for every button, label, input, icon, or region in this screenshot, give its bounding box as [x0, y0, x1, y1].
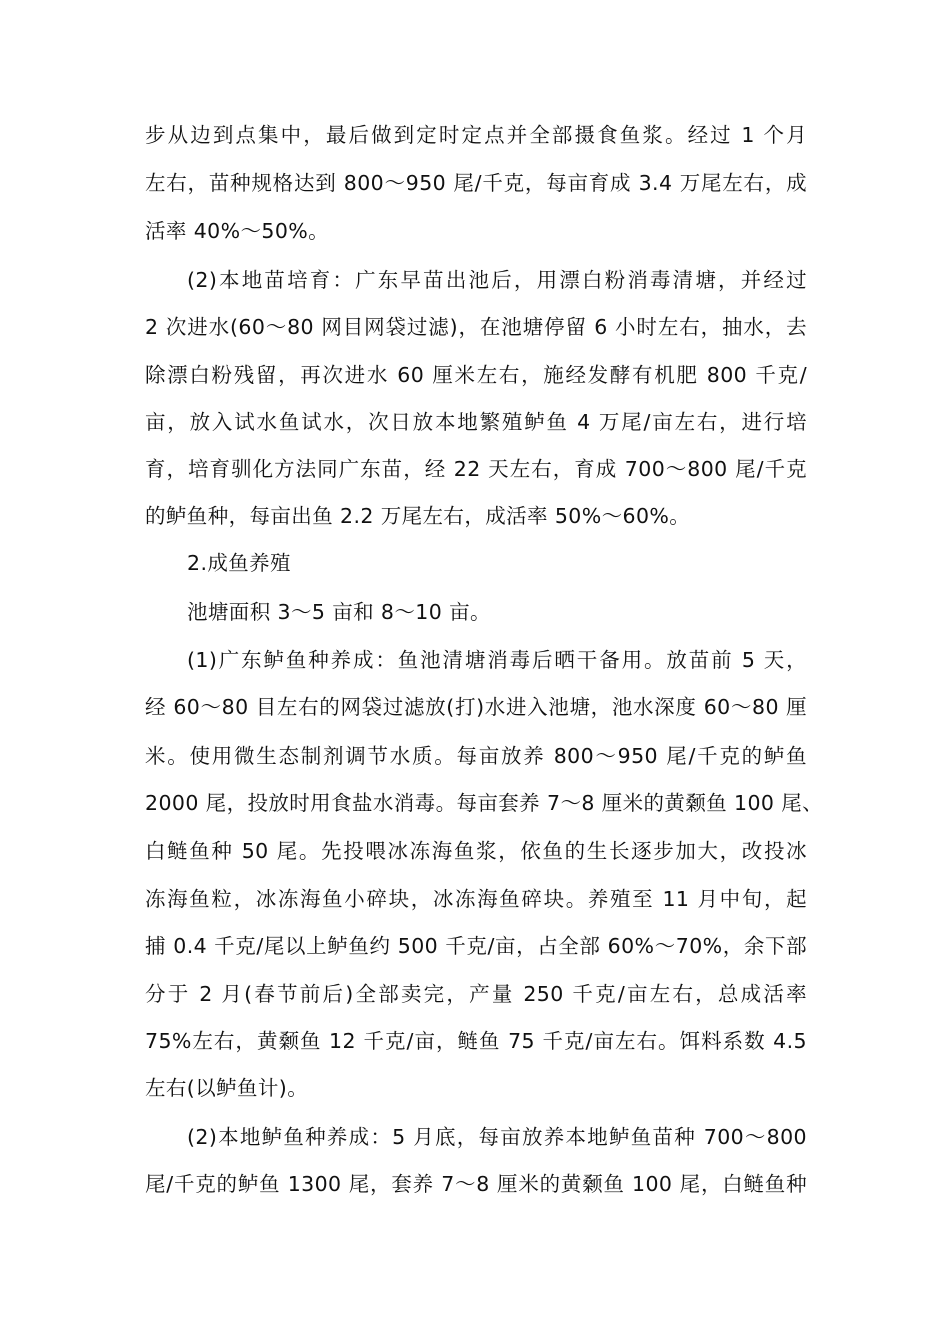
text-line: 2 次进水(60～80 网目网袋过滤)，在池塘停留 6 小时左右，抽水，去	[145, 315, 807, 339]
text-line: 步从边到点集中，最后做到定时定点并全部摄食鱼浆。经过 1 个月	[145, 123, 807, 147]
paragraph-first-line: 池塘面积 3～5 亩和 8～10 亩。	[187, 600, 491, 624]
paragraph-first-line: (1)广东鲈鱼种养成：鱼池清塘消毒后晒干备用。放苗前 5 天，	[187, 648, 807, 672]
text-line: 左右(以鲈鱼计)。	[145, 1076, 309, 1100]
text-line: 白鲢鱼种 50 尾。先投喂冰冻海鱼浆，依鱼的生长逐步加大，改投冰	[145, 839, 807, 863]
text-line: 分于 2 月(春节前后)全部卖完，产量 250 千克/亩左右，总成活率	[145, 982, 807, 1006]
text-line: 左右，苗种规格达到 800～950 尾/千克，每亩育成 3.4 万尾左右，成	[145, 171, 807, 195]
text-line: 的鲈鱼种，每亩出鱼 2.2 万尾左右，成活率 50%～60%。	[145, 504, 691, 528]
paragraph-first-line: (2)本地苗培育：广东早苗出池后，用漂白粉消毒清塘，并经过	[187, 268, 807, 292]
text-line: 经 60～80 目左右的网袋过滤放(打)水进入池塘，池水深度 60～80 厘	[145, 695, 807, 719]
text-line: 捕 0.4 千克/尾以上鲈鱼约 500 千克/亩，占全部 60%～70%，余下部	[145, 934, 807, 958]
text-line: 除漂白粉残留，再次进水 60 厘米左右，施经发酵有机肥 800 千克/	[145, 363, 807, 387]
text-line: 育，培育驯化方法同广东苗，经 22 天左右，育成 700～800 尾/千克	[145, 457, 807, 481]
text-line: 活率 40%～50%。	[145, 219, 330, 243]
text-line: 2000 尾，投放时用食盐水消毒。每亩套养 7～8 厘米的黄颡鱼 100 尾、	[145, 791, 824, 815]
text-line: 冻海鱼粒，冰冻海鱼小碎块，冰冻海鱼碎块。养殖至 11 月中旬，起	[145, 887, 807, 911]
section-heading: 2.成鱼养殖	[187, 551, 291, 575]
paragraph-first-line: (2)本地鲈鱼种养成：5 月底，每亩放养本地鲈鱼苗种 700～800	[187, 1125, 807, 1149]
text-line: 75%左右，黄颡鱼 12 千克/亩，鲢鱼 75 千克/亩左右。饵料系数 4.5	[145, 1029, 807, 1053]
text-line: 尾/千克的鲈鱼 1300 尾，套养 7～8 厘米的黄颡鱼 100 尾，白鲢鱼种	[145, 1172, 807, 1196]
text-line: 亩，放入试水鱼试水，次日放本地繁殖鲈鱼 4 万尾/亩左右，进行培	[145, 410, 807, 434]
text-line: 米。使用微生态制剂调节水质。每亩放养 800～950 尾/千克的鲈鱼	[145, 744, 807, 768]
